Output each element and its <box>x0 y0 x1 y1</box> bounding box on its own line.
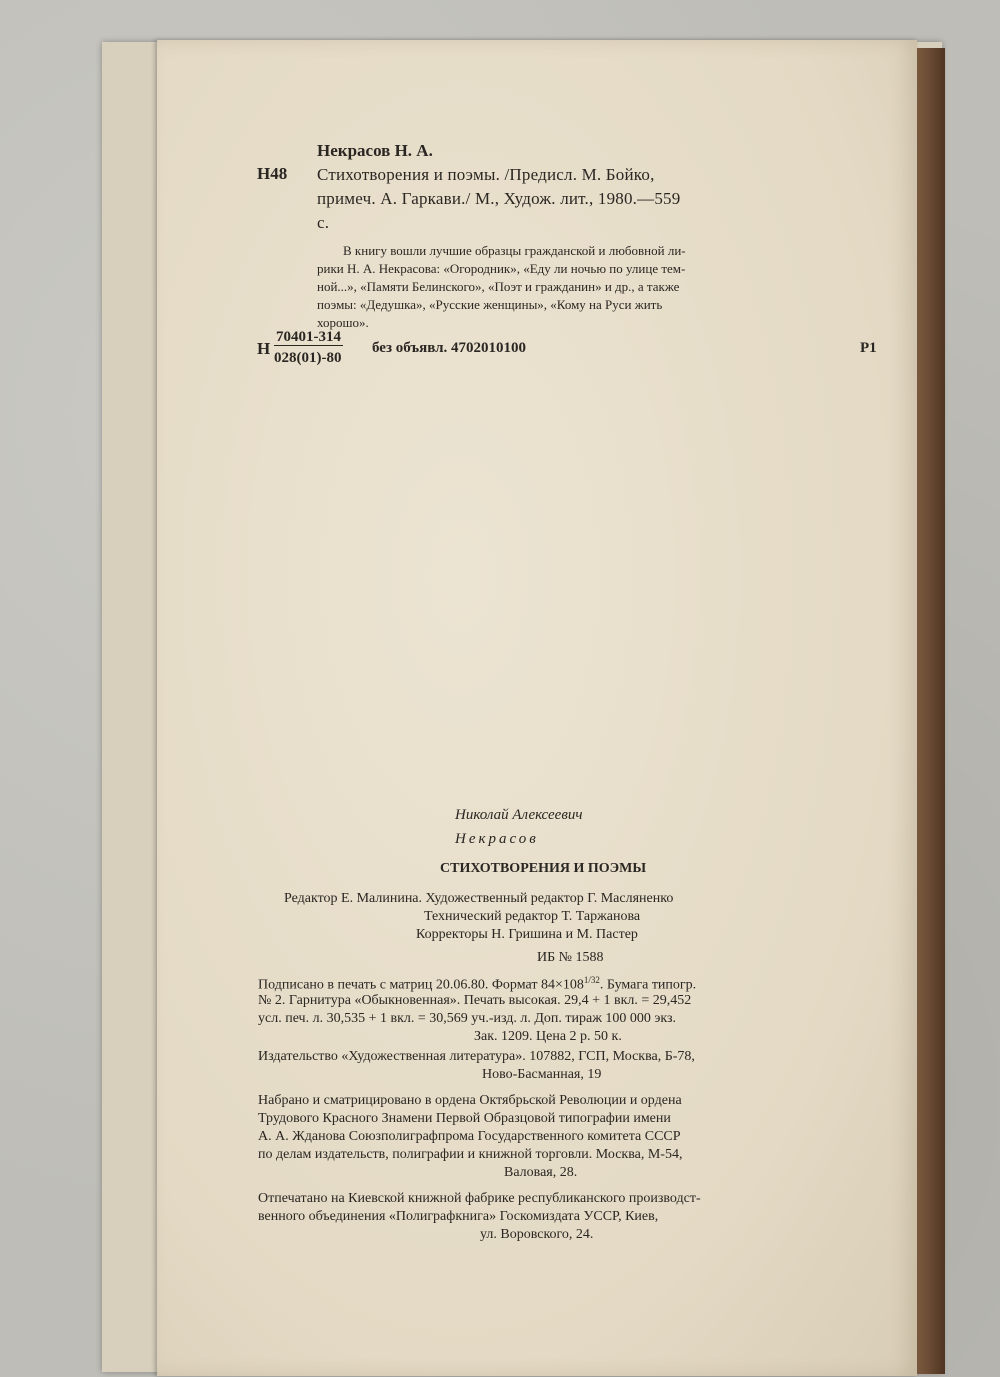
print-details-line: усл. печ. л. 30,535 + 1 вкл. = 30,569 уч.-изд. л. Доп. тираж 100 000 экз. <box>258 1011 677 1026</box>
editors-line: Редактор Е. Малинина. Художественный редактор Г. Масляненко <box>284 891 674 906</box>
catalog-code: Н48 <box>257 164 288 183</box>
editors-line: Технический редактор Т. Таржанова <box>424 909 641 924</box>
editors-line: Корректоры Н. Гришина и М. Пастер <box>416 927 638 942</box>
publisher-line: Ново-Басманная, 19 <box>482 1067 602 1082</box>
author-first-name: Николай Алексеевич <box>455 807 583 823</box>
printed-line: ул. Воровского, 24. <box>480 1227 594 1242</box>
print-details-line: № 2. Гарнитура «Обыкновенная». Печать высокая. 29,4 + 1 вкл. = 29,452 <box>258 993 692 1008</box>
pub-code-numerator: 70401-314 <box>276 329 341 345</box>
pub-code-rest: без объявл. 4702010100 <box>372 340 527 356</box>
catalog-line: примеч. А. Гаркави./ М., Худож. лит., 1980.—559 <box>317 189 681 208</box>
book-page <box>157 40 917 1376</box>
print-details-line: Зак. 1209. Цена 2 р. 50 к. <box>474 1029 622 1044</box>
printed-line: венного объединения «Полиграфкнига» Госкомиздата УССР, Киев, <box>258 1209 659 1224</box>
pub-code-prefix: Н <box>257 339 271 358</box>
publisher-line: Издательство «Художественная литература». 107882, ГСП, Москва, Б-78, <box>258 1049 695 1064</box>
typeset-line: Набрано и сматрицировано в ордена Октябрьской Революции и ордена <box>258 1093 682 1108</box>
typeset-line: Валовая, 28. <box>504 1165 578 1180</box>
catalog-author: Некрасов Н. А. <box>317 141 433 160</box>
annotation-line: поэмы: «Дедушка», «Русские женщины», «Кому на Руси жить <box>317 297 663 312</box>
pub-code-class: Р1 <box>860 340 877 356</box>
typeset-line: А. А. Жданова Союзполиграфпрома Государственного комитета СССР <box>258 1129 681 1144</box>
book-title: СТИХОТВОРЕНИЯ И ПОЭМЫ <box>440 861 647 876</box>
print-details-line: Подписано в печать с матриц 20.06.80. Формат $84\times 108^{1/32}$. Бумага типогр. <box>258 975 697 993</box>
annotation-line: хорошо». <box>317 315 369 330</box>
annotation-line: ной...», «Памяти Белинского», «Поэт и гражданин» и др., а также <box>317 279 680 294</box>
format-fraction: 1/32 <box>583 975 600 985</box>
ib-number: ИБ № 1588 <box>537 950 604 965</box>
annotation-line: В книгу вошли лучшие образцы гражданской и любовной ли- <box>343 243 686 258</box>
typeset-line: Трудового Красного Знамени Первой Образцовой типографии имени <box>258 1111 671 1126</box>
annotation-line: рики Н. А. Некрасова: «Огородник», «Еду ли ночью по улице тем- <box>317 261 686 276</box>
catalog-line: с. <box>317 213 330 232</box>
pub-code-denominator: 028(01)-80 <box>274 350 342 366</box>
author-last-name: Некрасов <box>455 831 539 847</box>
printed-line: Отпечатано на Киевской книжной фабрике республиканского производст- <box>258 1191 701 1206</box>
catalog-line: Стихотворения и поэмы. /Предисл. М. Бойко, <box>317 165 655 184</box>
typeset-line: по делам издательств, полиграфии и книжной торговли. Москва, М-54, <box>258 1147 683 1162</box>
